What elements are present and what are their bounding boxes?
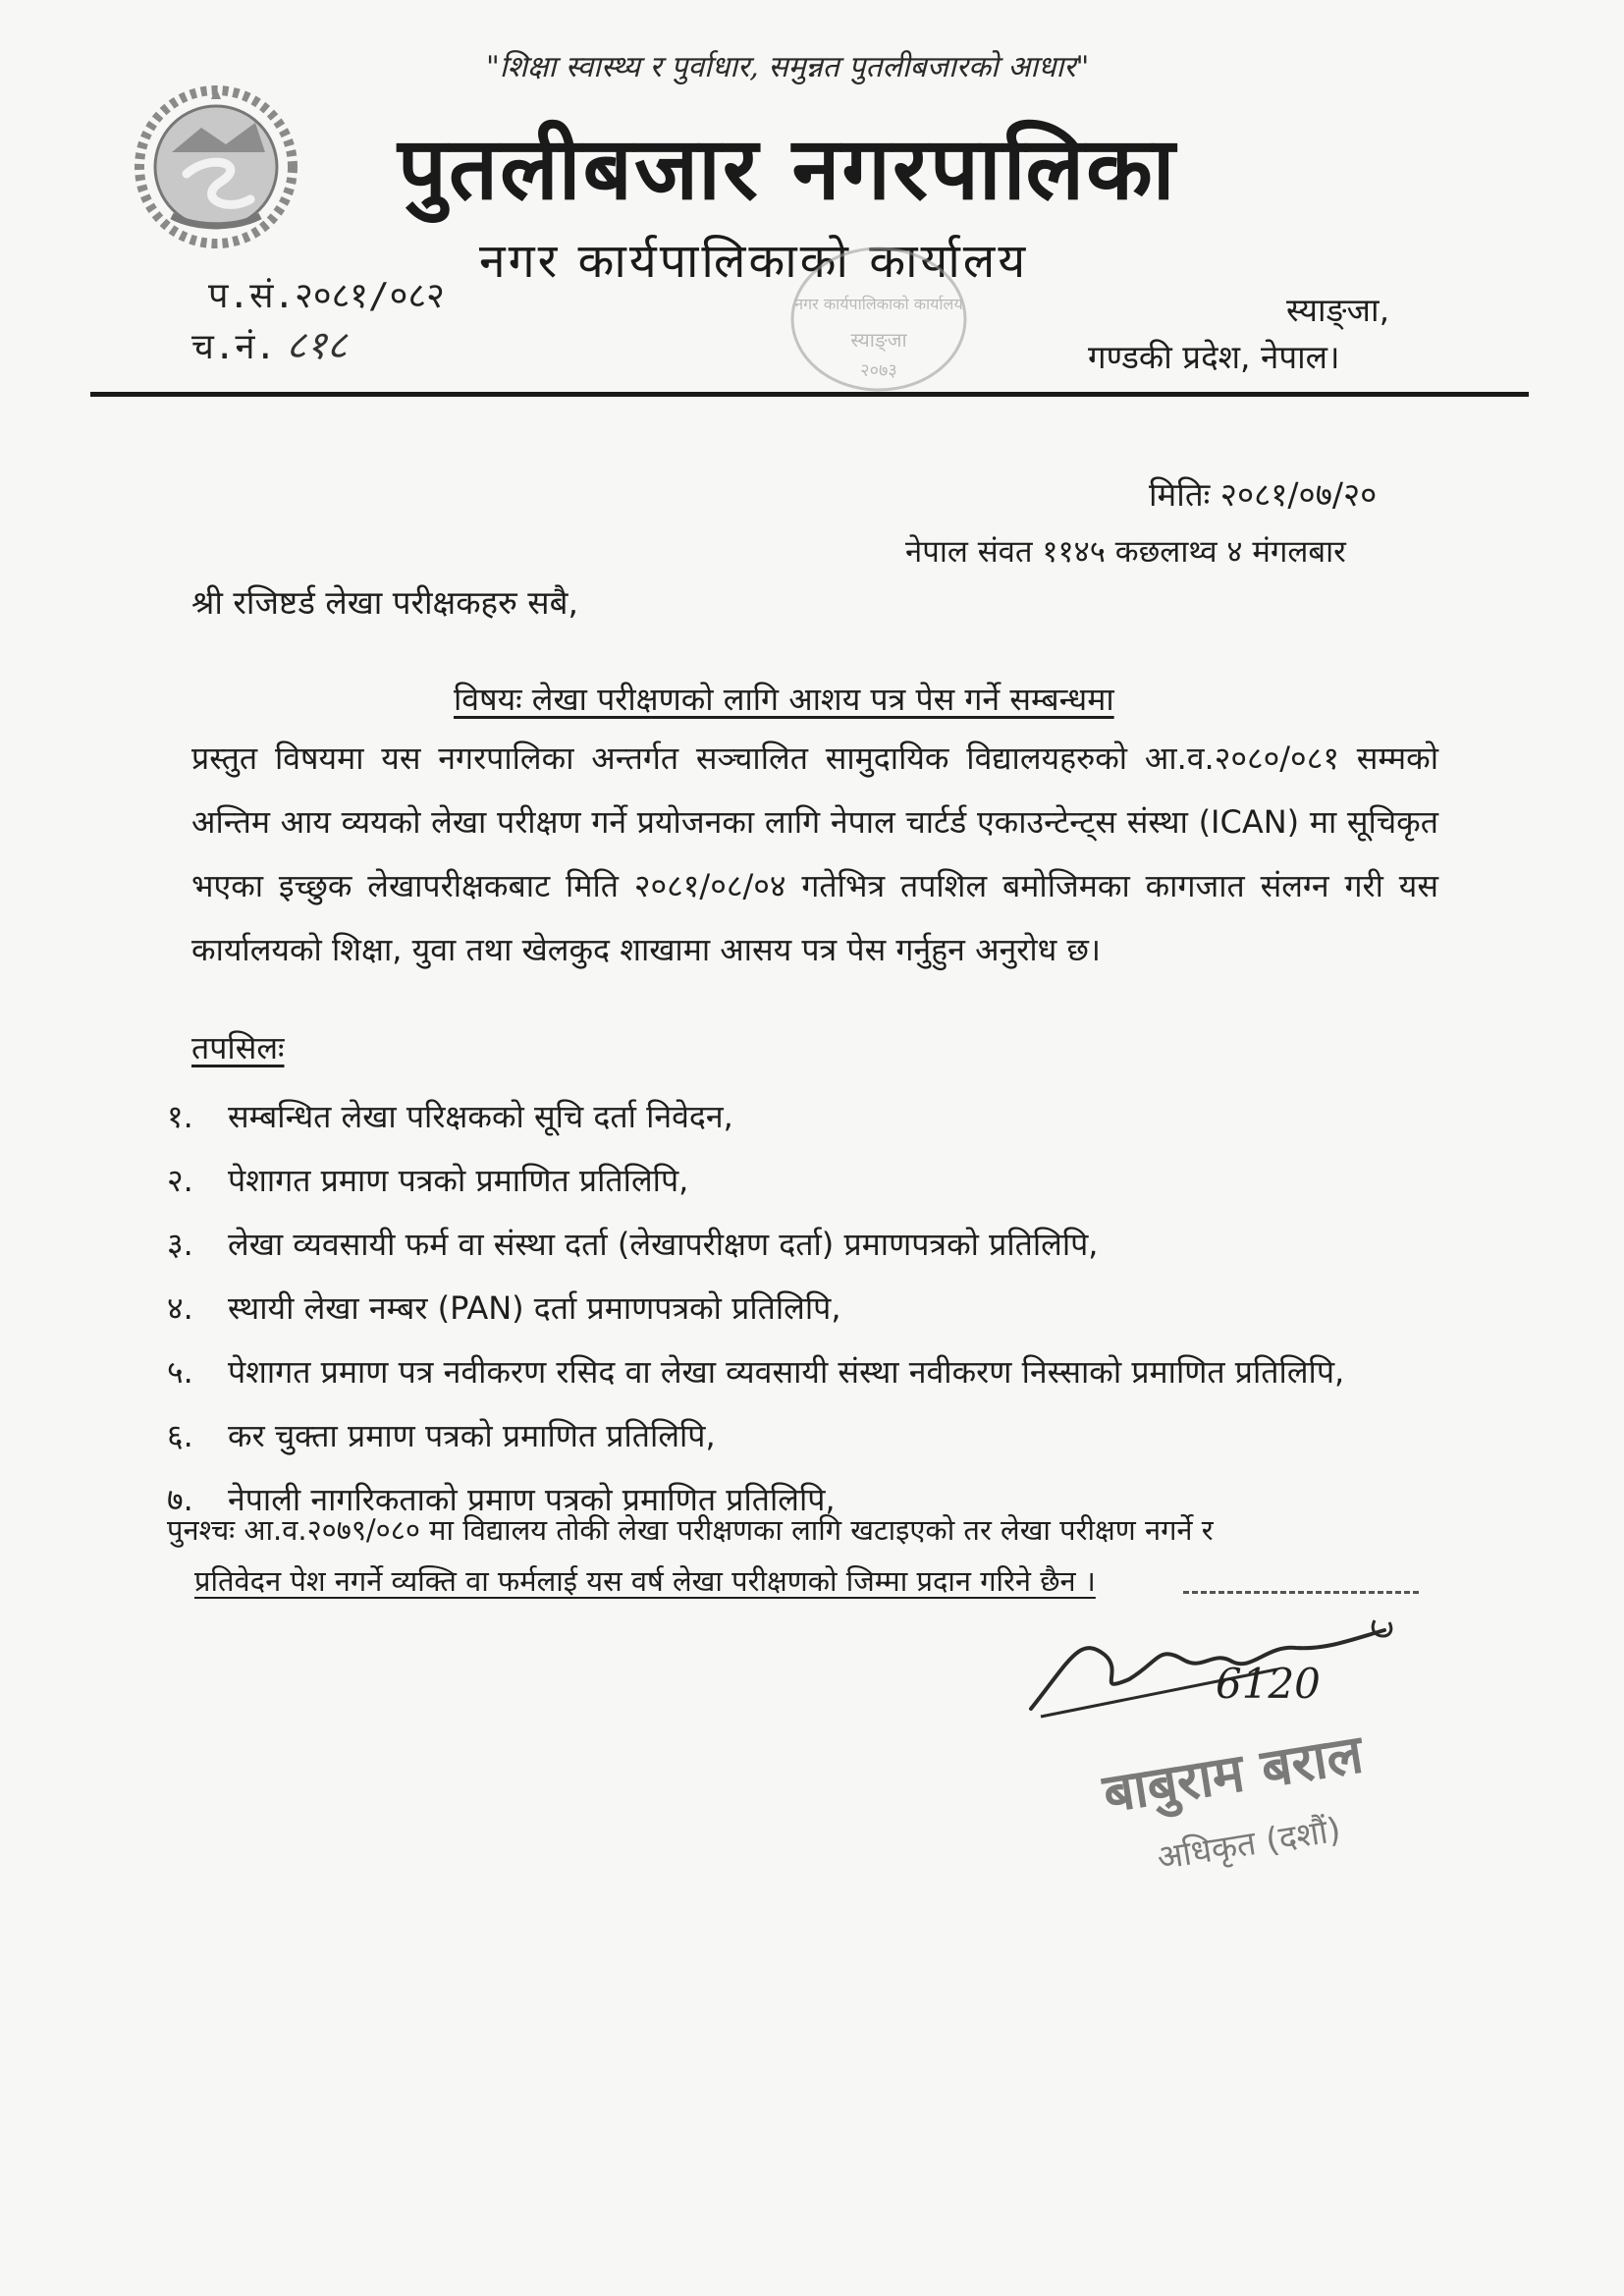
header-divider: [90, 392, 1529, 397]
chalani-number: ८१८: [286, 323, 348, 368]
office-seal-stamp: [785, 241, 972, 398]
tapsil-heading: तपसिलः: [191, 1029, 285, 1066]
list-item-number: १.: [167, 1098, 193, 1135]
official-name-stamp: बाबुराम बराल: [1099, 1722, 1368, 1826]
address-district: स्याङ्जा,: [1286, 291, 1390, 329]
chalani-number-row: [191, 316, 348, 370]
list-item-text: पेशागत प्रमाण पत्र नवीकरण रसिद वा लेखा व्यवसायी संस्था नवीकरण निस्साको प्रमाणित प्रतिलिपि,: [228, 1353, 1345, 1391]
list-item: [167, 1277, 1344, 1340]
punashcha-line2: प्रतिवेदन पेश नगर्ने व्यक्ति वा फर्मलाई यस वर्ष लेखा परीक्षणको जिम्मा प्रदान गरिने छैन ।: [194, 1564, 1096, 1598]
list-item-number: ४.: [167, 1289, 193, 1327]
signature-date: 6120: [1216, 1660, 1321, 1708]
seal-line3: २०७३: [860, 360, 897, 381]
body-paragraph: प्रस्तुत विषयमा यस नगरपालिका अन्तर्गत सञ्चालित सामुदायिक विद्यालयहरुको आ.व.२०८०/०८१ सम्मको अन्तिम आय व्ययको लेखा परीक्षण गर्ने प्रयोजनका लागि नेपाल चार्टर्ड एकाउन्टेन्ट्स संस्था (ICAN) मा सूचिकृत भएका इच्छुक लेखापरीक्षकबाट मिति २०८१/०८/०४ गतेभित्र तपशिल बमोजिमका कागजात संलग्न गरी यस कार्यालयको शिक्षा, युवा तथा खेलकुद शाखामा आसय पत्र पेस गर्नुहुन अनुरोध छ।: [191, 739, 1438, 968]
official-designation-stamp: अधिकृत (दशौं): [1154, 1810, 1344, 1879]
list-item-number: ६.: [167, 1417, 193, 1454]
list-item: [167, 1213, 1344, 1277]
list-item-text: कर चुक्ता प्रमाण पत्रको प्रमाणित प्रतिलिपि,: [228, 1417, 716, 1454]
punashcha-dash: [1183, 1591, 1419, 1594]
list-item: [167, 1085, 1344, 1149]
list-item-text: पेशागत प्रमाण पत्रको प्रमाणित प्रतिलिपि,: [228, 1162, 689, 1199]
seal-line2: स्याङ्जा: [850, 328, 907, 352]
nepal-emblem-icon: [133, 83, 299, 250]
chalani-label: च.नं.: [191, 327, 277, 367]
page-title: पुतलीबजार नगरपालिका: [398, 118, 1177, 219]
address-province: गण्डकी प्रदेश, नेपाल।: [1088, 338, 1340, 376]
list-item-number: २.: [167, 1162, 193, 1199]
list-item-text: नेपाली नागरिकताको प्रमाण पत्रको प्रमाणित प्रतिलिपि,: [228, 1481, 836, 1518]
motto: "शिक्षा स्वास्थ्य र पुर्वाधार, समुन्नत पुतलीबजारको आधार": [486, 50, 1090, 84]
salutation: श्री रजिष्टर्ड लेखा परीक्षकहरु सबै,: [191, 583, 578, 622]
subject-line: विषयः लेखा परीक्षणको लागि आशय पत्र पेस गर्ने सम्बन्धमा: [454, 681, 1114, 718]
list-item-text: सम्बन्धित लेखा परिक्षकको सूचि दर्ता निवेदन,: [228, 1098, 733, 1135]
list-item: [167, 1340, 1344, 1404]
list-item: [167, 1404, 1344, 1468]
nepal-sambat-date: नेपाल संवत ११४५ कछलाथ्व ४ मंगलबार: [905, 534, 1346, 570]
list-item-number: ७.: [167, 1481, 193, 1518]
office-subtitle: नगर कार्यपालिकाको कार्यालय: [479, 234, 1029, 289]
patra-sankhya: प.सं.२०८१/०८२: [208, 276, 445, 316]
letter-date: मितिः २०८१/०७/२०: [1149, 475, 1378, 514]
punashcha-line1: पुनश्चः आ.व.२०७९/०८० मा विद्यालय तोकी लेखा परीक्षणका लागि खटाइएको तर लेखा परीक्षण नगर्ने र: [167, 1513, 1214, 1547]
list-item-text: स्थायी लेखा नम्बर (PAN) दर्ता प्रमाणपत्रको प्रतिलिपि,: [228, 1289, 841, 1327]
list-item-text: लेखा व्यवसायी फर्म वा संस्था दर्ता (लेखापरीक्षण दर्ता) प्रमाणपत्रको प्रतिलिपि,: [228, 1226, 1099, 1263]
seal-line1: नगर कार्यपालिकाको कार्यालय: [794, 295, 963, 313]
list-item-number: ३.: [167, 1226, 193, 1263]
document-list: [167, 1085, 1344, 1532]
list-item: [167, 1149, 1344, 1213]
list-item-number: ५.: [167, 1353, 193, 1391]
